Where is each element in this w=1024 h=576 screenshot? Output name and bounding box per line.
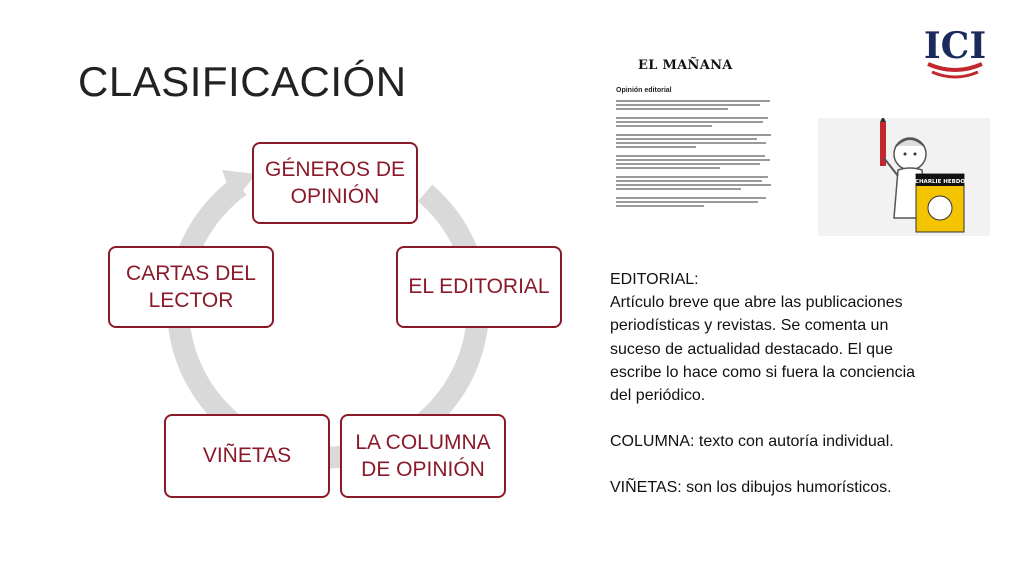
cycle-node-generos-de-opinion: GÉNEROS DE OPINIÓN: [252, 142, 418, 224]
cycle-node-el-editorial: EL EDITORIAL: [396, 246, 562, 328]
newspaper-masthead: EL MAÑANA: [638, 58, 733, 73]
cartoon-image: [818, 118, 990, 236]
editorial-description: Artículo breve que abre las publicaciones periodísticas y revistas. Se comenta un suceso de actualidad destacado. El que escribe lo hace como si fuera la conciencia del periódico.: [610, 294, 916, 404]
newspaper-heading: Opinión editorial: [616, 87, 672, 94]
ici-logo: [918, 18, 992, 88]
vinetas-description: VIÑETAS: son los dibujos humorísticos.: [610, 479, 892, 497]
notes-text-block: [610, 268, 940, 500]
cartoon-magazine-title: CHARLIE HEBDO: [914, 179, 966, 185]
editorial-label: EDITORIAL:: [610, 271, 699, 288]
newspaper-clipping-image: [602, 44, 788, 240]
cycle-node-vinetas: VIÑETAS: [164, 414, 330, 498]
slide-title: CLASIFICACIÓN: [78, 58, 407, 105]
ici-logo-text: ICI: [923, 25, 987, 67]
cycle-node-la-columna-de-opinion: LA COLUMNA DE OPINIÓN: [340, 414, 506, 498]
cycle-node-cartas-del-lector: CARTAS DEL LECTOR: [108, 246, 274, 328]
columna-description: COLUMNA: texto con autoría individual.: [610, 433, 894, 451]
newspaper-body-text: [616, 100, 776, 207]
